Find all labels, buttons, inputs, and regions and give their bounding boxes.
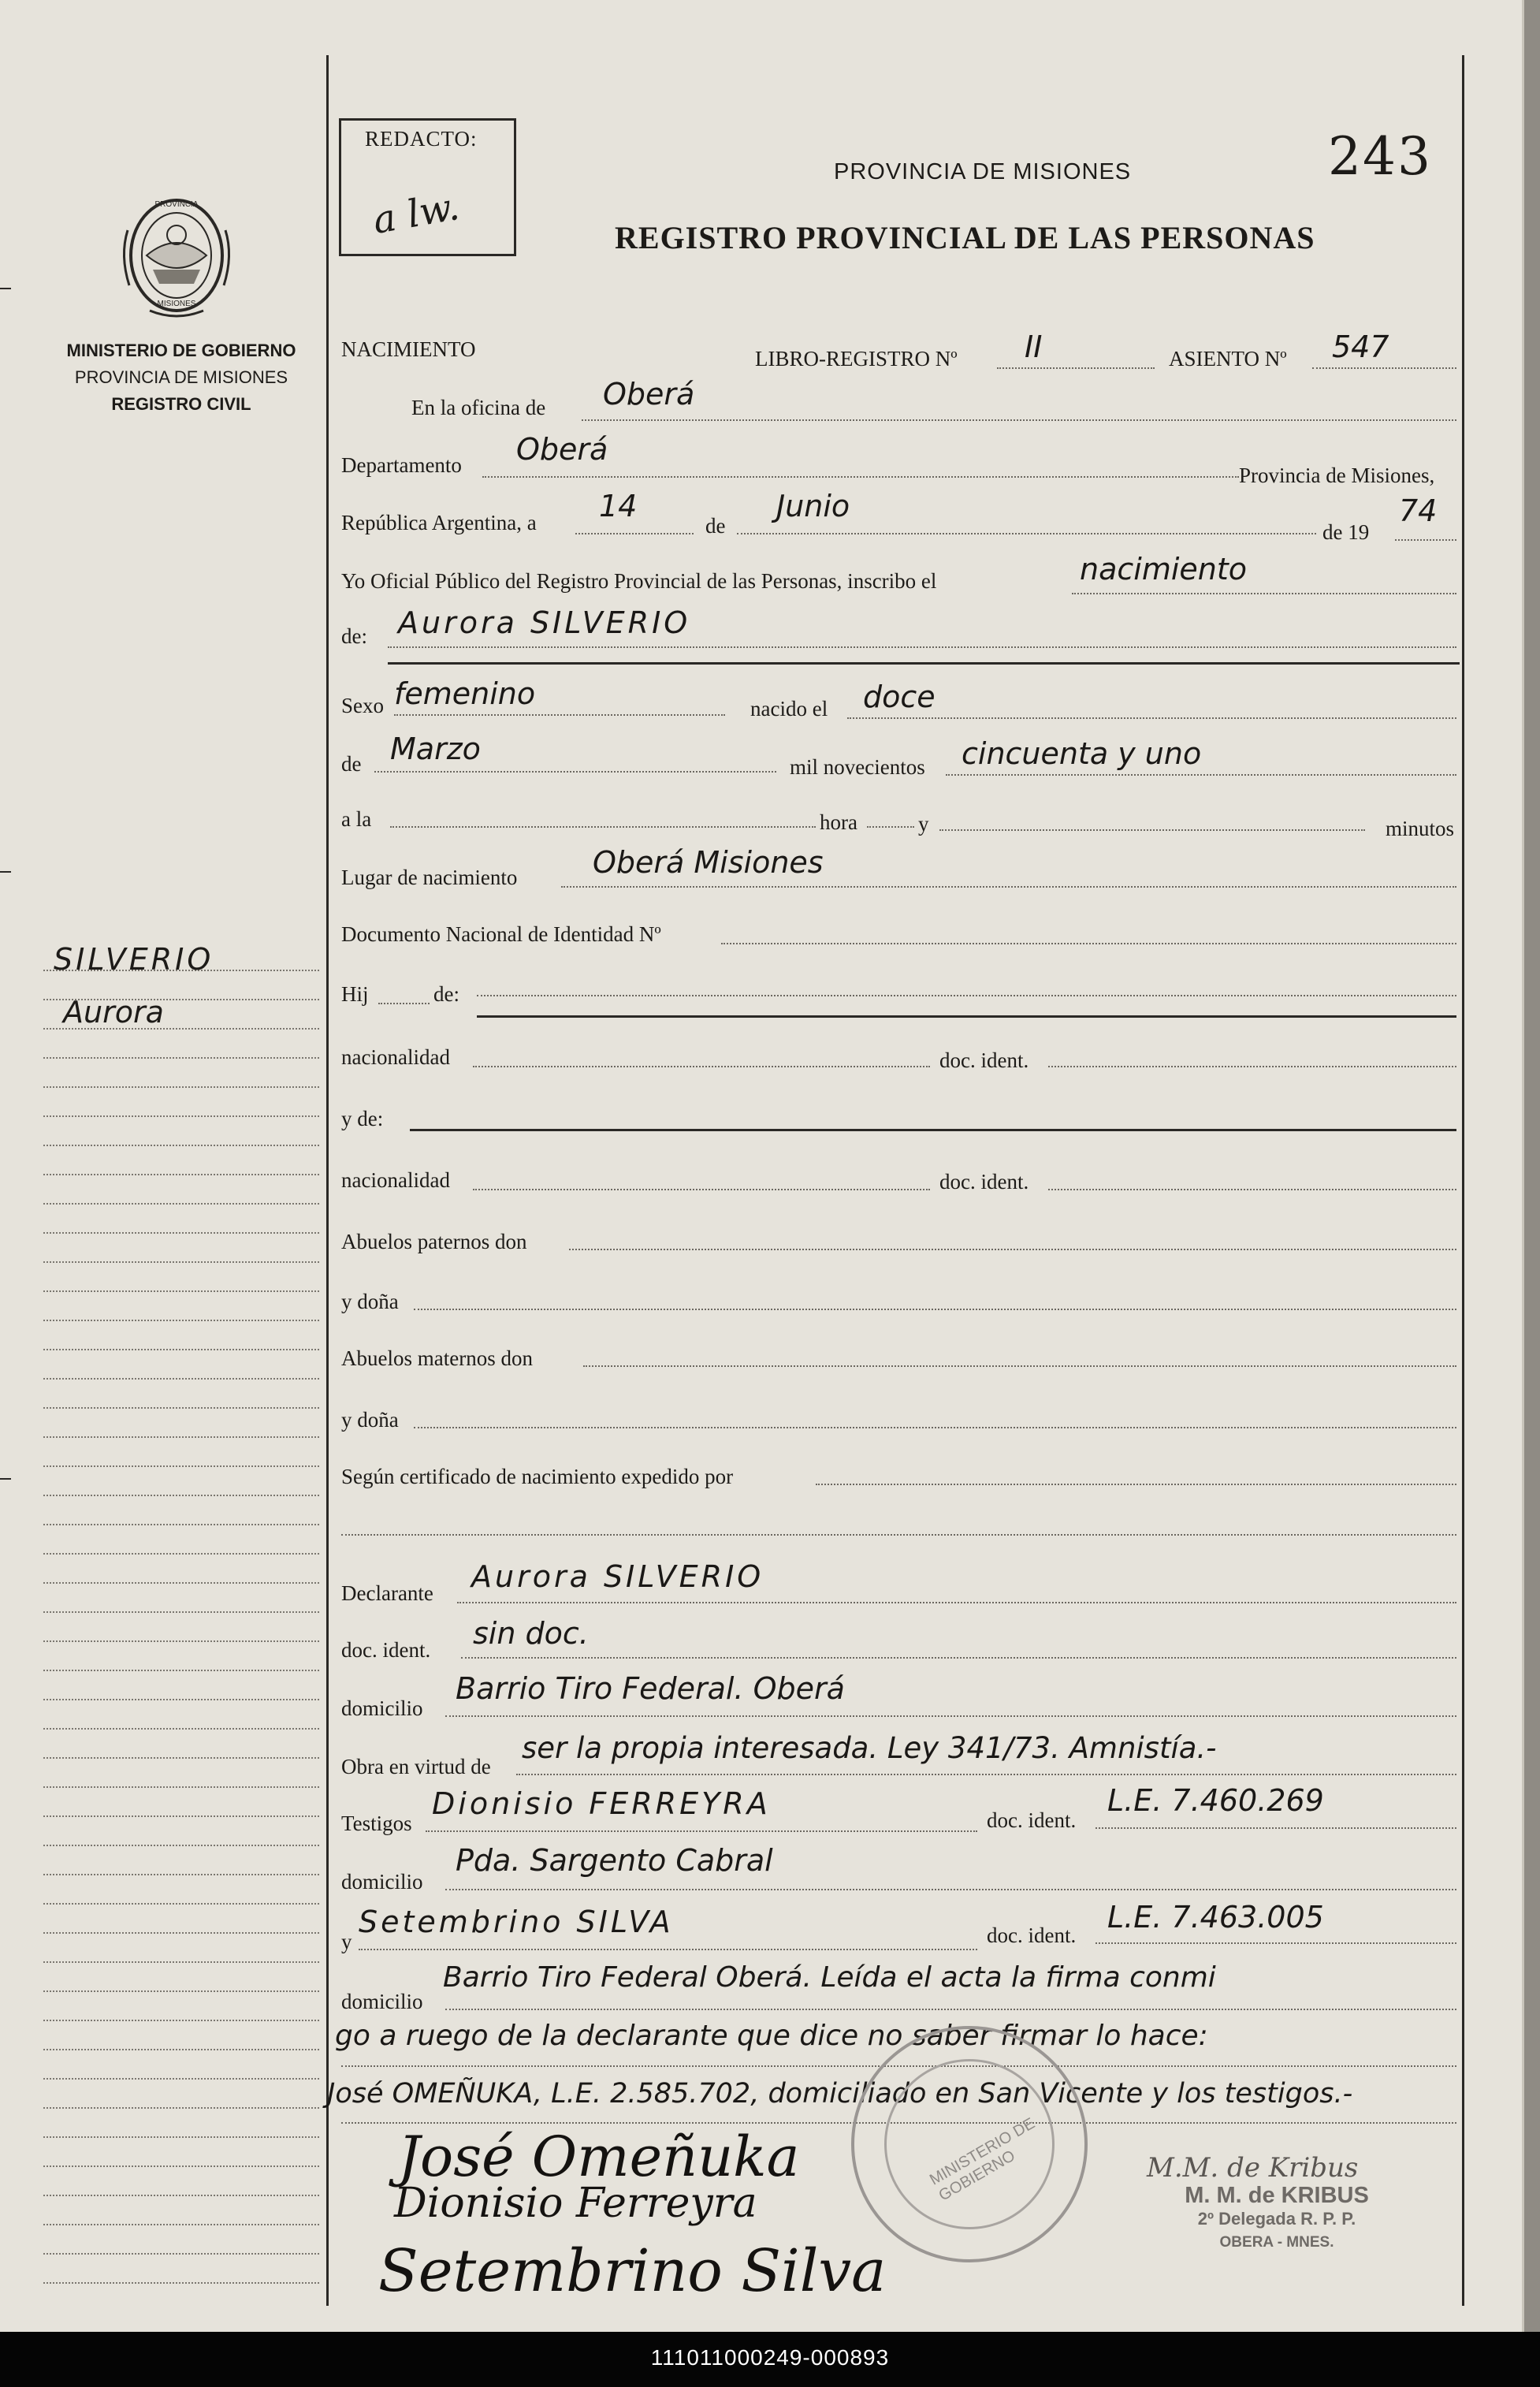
- oficial-text: Yo Oficial Público del Registro Provincial de las Personas, inscribo el: [341, 569, 937, 593]
- stamp-name: M. M. de KRIBUS: [1185, 2183, 1369, 2208]
- documento-line: [721, 943, 1456, 944]
- y-dona2-line: [414, 1427, 1456, 1428]
- margin-rule: [43, 2253, 319, 2255]
- doc-ident-label: doc. ident.: [939, 1048, 1029, 1072]
- mes-nac-value: Marzo: [390, 732, 481, 766]
- testigo1-line: [426, 1830, 977, 1832]
- margin-rule: [43, 2020, 319, 2021]
- margin-rule: [43, 2136, 319, 2138]
- left-frame-line: [326, 55, 329, 2306]
- oficial-line: [1072, 593, 1456, 594]
- sexo-label: Sexo: [341, 694, 384, 717]
- redacto-initials: a lw.: [369, 184, 463, 244]
- doc-ident2-line: [1048, 1189, 1456, 1190]
- abuelos-paternos-line: [569, 1249, 1456, 1250]
- margin-rule: [43, 2195, 319, 2196]
- y-dona2-label: y doña: [341, 1408, 399, 1432]
- testigo2-value: Setembrino SILVA: [359, 1905, 674, 1939]
- margin-rule: [43, 1495, 319, 1496]
- margin-tick: [0, 288, 11, 289]
- anio-nac-line: [946, 774, 1456, 776]
- padre-underline: [477, 1015, 1456, 1018]
- obra-value: ser la propia interesada. Ley 341/73. Amnistía.-: [522, 1731, 1217, 1765]
- y-label: y: [918, 812, 929, 836]
- oficina-value: Oberá: [603, 377, 695, 411]
- margin-rule: [43, 1670, 319, 1671]
- nombre-line: [388, 646, 1456, 648]
- page-stack-edge: [1524, 0, 1540, 2332]
- departamento-line: [482, 476, 1239, 478]
- anio-line: [1395, 539, 1456, 541]
- nacionalidad2-label: nacionalidad: [341, 1168, 450, 1192]
- nota-line-3: José OMEÑUKA, L.E. 2.585.702, domiciliado en San Vicente y los testigos.-: [327, 2078, 1353, 2110]
- doc-ident3-value: sin doc.: [473, 1616, 589, 1651]
- nacimiento-label: NACIMIENTO: [341, 337, 476, 361]
- documento-label: Documento Nacional de Identidad Nº: [341, 922, 661, 946]
- stamp-role: 2º Delegada R. P. P.: [1197, 2209, 1356, 2229]
- domicilio-value: Barrio Tiro Federal. Oberá: [456, 1671, 845, 1706]
- mil-label: mil novecientos: [790, 755, 925, 779]
- margin-rule: [43, 2107, 319, 2109]
- y-dona-label: y doña: [341, 1290, 399, 1313]
- dia-line: [575, 533, 694, 534]
- margin-rule: [43, 1203, 319, 1205]
- lugar-value: Oberá Misiones: [593, 845, 824, 880]
- oficina-line: [582, 419, 1456, 421]
- declarante-line: [457, 1602, 1456, 1603]
- provincia-suffix: Provincia de Misiones,: [1239, 464, 1435, 487]
- certificado-line: [816, 1484, 1456, 1485]
- margin-rule: [43, 1699, 319, 1700]
- de-nombre-label: de:: [341, 624, 367, 648]
- svg-text:MISIONES: MISIONES: [157, 300, 196, 308]
- asiento-label: ASIENTO Nº: [1169, 347, 1287, 371]
- departamento-label: Departamento: [341, 453, 462, 477]
- oficial-value: nacimiento: [1080, 552, 1248, 587]
- abuelos-maternos-line: [583, 1365, 1456, 1367]
- domicilio3-value: Barrio Tiro Federal Oberá. Leída el acta la firma conmi: [443, 1961, 1216, 1994]
- margin-rule: [43, 1786, 319, 1788]
- margin-rule: [43, 1115, 319, 1117]
- testigo1-value: Dionisio FERREYRA: [432, 1786, 771, 1821]
- testigos-label: Testigos: [341, 1812, 412, 1835]
- libro-label: LIBRO-REGISTRO Nº: [755, 347, 958, 371]
- a-la-label: a la: [341, 807, 372, 831]
- dia-value: 14: [599, 489, 638, 523]
- margin-rule: [43, 1845, 319, 1846]
- oficina-label: En la oficina de: [411, 396, 546, 419]
- ministry-line-1: MINISTERIO DE GOBIERNO: [66, 341, 296, 360]
- doc-ident3-line: [461, 1657, 1456, 1659]
- redacto-label: REDACTO:: [365, 127, 478, 151]
- margin-rule: [43, 2078, 319, 2080]
- margin-surname: SILVERIO: [54, 942, 214, 977]
- hora-gap-line: [867, 826, 914, 828]
- svg-text:PROVINCIA: PROVINCIA: [154, 200, 199, 209]
- mes-nac-line: [374, 771, 776, 773]
- domicilio2-value: Pda. Sargento Cabral: [456, 1843, 773, 1878]
- scan-id-label: 111011000249-000893: [650, 2345, 890, 2370]
- domicilio-line: [445, 1715, 1456, 1717]
- margin-rule: [43, 1990, 319, 1992]
- margin-rule: [43, 2049, 319, 2050]
- y-dona-line: [414, 1309, 1456, 1310]
- margin-rule: [43, 1465, 319, 1467]
- testigo2-doc: L.E. 7.463.005: [1107, 1900, 1324, 1935]
- official-seal: [851, 2026, 1088, 2262]
- margin-rule: [43, 1232, 319, 1234]
- nacido-line: [847, 717, 1456, 719]
- doc-ident3-label: doc. ident.: [341, 1638, 431, 1662]
- signature-setembrino-silva: Setembrino Silva: [378, 2237, 887, 2305]
- departamento-value: Oberá: [516, 432, 608, 467]
- domicilio-label: domicilio: [341, 1696, 423, 1720]
- anio-nac-value: cincuenta y uno: [962, 736, 1202, 771]
- redacto-box: [339, 118, 516, 256]
- margin-rule: [43, 1932, 319, 1934]
- testigo2-doc-line: [1095, 1942, 1456, 1944]
- nacido-value: doce: [863, 680, 936, 714]
- domicilio2-label: domicilio: [341, 1870, 423, 1894]
- y-de-label: y de:: [341, 1107, 384, 1130]
- margin-rule: [43, 1611, 319, 1613]
- testigo1-doc-line: [1095, 1827, 1456, 1829]
- sexo-line: [394, 714, 725, 716]
- margin-rule: [43, 1524, 319, 1525]
- signature-dionisio-ferreyra: Dionisio Ferreyra: [394, 2180, 757, 2227]
- abuelos-maternos-label: Abuelos maternos don: [341, 1346, 533, 1370]
- de-label: de: [705, 514, 726, 538]
- ministry-heading: [47, 337, 315, 418]
- testigo2-line: [359, 1949, 977, 1950]
- registry-title: REGISTRO PROVINCIAL DE LAS PERSONAS: [615, 220, 1315, 255]
- margin-rule: [43, 1582, 319, 1584]
- margin-rule: [43, 1961, 319, 1963]
- declarante-value: Aurora SILVERIO: [471, 1559, 764, 1594]
- margin-rule: [43, 1757, 319, 1759]
- stamp-place: OBERA - MNES.: [1219, 2234, 1334, 2251]
- margin-rule: [43, 2224, 319, 2225]
- margin-rule: [43, 1086, 319, 1088]
- libro-value: II: [1025, 330, 1043, 364]
- margin-rule: [43, 1057, 319, 1059]
- province-heading: PROVINCIA DE MISIONES: [834, 159, 1132, 184]
- official-signature: M.M. de Kribus: [1147, 2152, 1359, 2184]
- domicilio3-label: domicilio: [341, 1990, 423, 2013]
- margin-rule: [43, 1874, 319, 1875]
- mes-line: [737, 533, 1316, 534]
- margin-rule: [43, 1349, 319, 1350]
- margin-rule: [43, 1261, 319, 1263]
- nombre-underline: [388, 662, 1460, 665]
- minutos-label: minutos: [1386, 817, 1455, 840]
- lugar-label: Lugar de nacimiento: [341, 866, 518, 889]
- margin-rule: [43, 1320, 319, 1321]
- nacido-label: nacido el: [750, 697, 828, 721]
- anio-label: de 19: [1322, 520, 1370, 544]
- nacionalidad-label: nacionalidad: [341, 1045, 450, 1069]
- abuelos-paternos-label: Abuelos paternos don: [341, 1230, 527, 1253]
- asiento-value: 547: [1332, 330, 1389, 364]
- margin-rule: [43, 2165, 319, 2167]
- ministry-line-3: REGISTRO CIVIL: [111, 394, 251, 414]
- nacionalidad-line: [473, 1066, 930, 1067]
- nota-line-2: go a ruego de la declarante que dice no saber firmar lo hace:: [335, 2020, 1208, 2052]
- margin-rule: [43, 1407, 319, 1409]
- mes-value: Junio: [776, 489, 850, 523]
- domicilio3-line: [445, 2009, 1456, 2010]
- domicilio2-line: [445, 1889, 1456, 1890]
- doc-ident5-label: doc. ident.: [987, 1923, 1077, 1947]
- doc-ident-line: [1048, 1066, 1456, 1067]
- margin-tick: [0, 1478, 11, 1480]
- declarante-label: Declarante: [341, 1581, 433, 1605]
- hij-de-label: de:: [433, 982, 459, 1006]
- hij-line: [378, 1003, 430, 1004]
- hora-label: hora: [820, 810, 857, 834]
- hij-label: Hij: [341, 982, 369, 1006]
- margin-rule: [43, 1553, 319, 1555]
- doc-ident2-label: doc. ident.: [939, 1170, 1029, 1194]
- doc-ident4-label: doc. ident.: [987, 1808, 1077, 1832]
- margin-rule: [43, 1174, 319, 1175]
- margin-tick: [0, 871, 11, 873]
- asiento-line: [1312, 367, 1456, 369]
- nacionalidad2-line: [473, 1189, 930, 1190]
- certificado-label: Según certificado de nacimiento expedido por: [341, 1465, 734, 1488]
- signature-jose-omenuka: José Omeñuka: [398, 2124, 800, 2189]
- page-number: 243: [1328, 126, 1432, 187]
- hora-line: [390, 826, 816, 828]
- margin-rule: [43, 1290, 319, 1292]
- ministry-line-2: PROVINCIA DE MISIONES: [74, 367, 288, 387]
- margin-given-name: Aurora: [63, 995, 164, 1030]
- madre-underline: [410, 1129, 1456, 1131]
- margin-rule: [43, 1903, 319, 1905]
- padre-line: [477, 995, 1456, 996]
- minutos-line: [939, 829, 1365, 831]
- republica-label: República Argentina, a: [341, 511, 537, 534]
- margin-rule: [43, 1815, 319, 1817]
- margin-rule: [43, 1436, 319, 1438]
- y2-label: y: [341, 1930, 352, 1953]
- certificado-line-2: [341, 1534, 1456, 1536]
- margin-rule: [43, 1728, 319, 1730]
- margin-rule: [43, 1378, 319, 1380]
- libro-line: [997, 367, 1155, 369]
- margin-rule: [43, 1640, 319, 1642]
- margin-rule: [43, 2282, 319, 2284]
- official-stamp: [1159, 2184, 1395, 2255]
- obra-line: [516, 1774, 1456, 1775]
- nombre-value: Aurora SILVERIO: [398, 605, 691, 640]
- lugar-line: [561, 886, 1456, 888]
- province-crest-icon: [118, 183, 235, 323]
- right-frame-line: [1462, 55, 1464, 2306]
- de-mes-label: de: [341, 752, 362, 776]
- testigo1-doc: L.E. 7.460.269: [1107, 1783, 1324, 1818]
- anio-value: 74: [1399, 493, 1438, 528]
- sexo-value: femenino: [394, 676, 536, 711]
- margin-rule: [43, 1145, 319, 1146]
- official-seal-text: MINISTERIO DE GOBIERNO: [927, 2114, 1038, 2205]
- obra-label: Obra en virtud de: [341, 1755, 491, 1778]
